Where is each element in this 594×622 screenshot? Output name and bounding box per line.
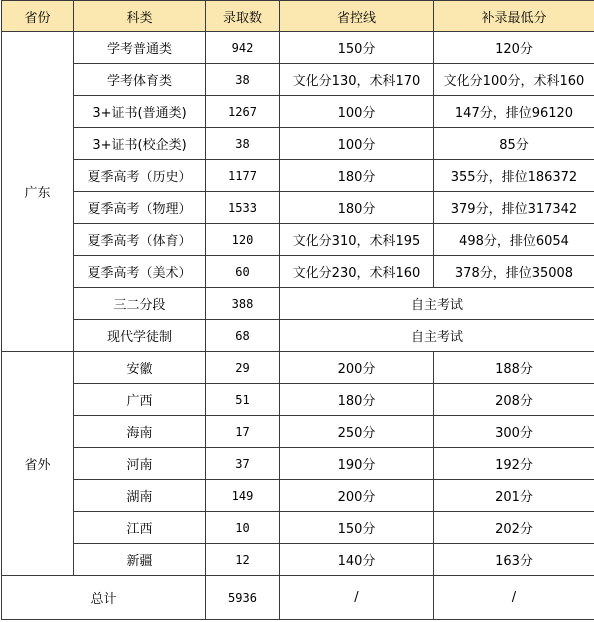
admitted-cell: 120 [206, 224, 280, 256]
category-cell: 新疆 [74, 544, 206, 576]
supplement-min-cell: 300分 [434, 416, 594, 448]
table-row [2, 352, 594, 384]
category-cell: 安徽 [74, 352, 206, 384]
category-cell: 学考普通类 [74, 32, 206, 64]
category-cell: 夏季高考（历史） [74, 160, 206, 192]
category-cell: 学考体育类 [74, 64, 206, 96]
table-row [2, 96, 594, 128]
category-cell: 江西 [74, 512, 206, 544]
total-admitted: 5936 [206, 576, 280, 620]
total-control-line: / [280, 576, 434, 620]
control-line-cell: 文化分130，术科170 [280, 64, 434, 96]
control-line-cell: 150分 [280, 512, 434, 544]
control-line-cell: 文化分310，术科195 [280, 224, 434, 256]
table-row [2, 128, 594, 160]
control-line-cell: 180分 [280, 384, 434, 416]
admitted-cell: 37 [206, 448, 280, 480]
control-line-cell: 180分 [280, 192, 434, 224]
admitted-cell: 1177 [206, 160, 280, 192]
category-cell: 夏季高考（美术） [74, 256, 206, 288]
category-cell: 广西 [74, 384, 206, 416]
admitted-cell: 10 [206, 512, 280, 544]
supplement-min-cell: 379分，排位317342 [434, 192, 594, 224]
supplement-min-cell: 120分 [434, 32, 594, 64]
table-row [2, 192, 594, 224]
table-row [2, 224, 594, 256]
admitted-cell: 388 [206, 288, 280, 320]
control-line-cell: 200分 [280, 480, 434, 512]
control-line-cell: 文化分230，术科160 [280, 256, 434, 288]
admission-table [1, 0, 594, 620]
table-row [2, 480, 594, 512]
supplement-min-cell: 201分 [434, 480, 594, 512]
self-exam-note: 自主考试 [280, 288, 594, 320]
supplement-min-cell: 147分，排位96120 [434, 96, 594, 128]
admitted-cell: 12 [206, 544, 280, 576]
control-line-cell: 190分 [280, 448, 434, 480]
supplement-min-cell: 192分 [434, 448, 594, 480]
supplement-min-cell: 498分，排位6054 [434, 224, 594, 256]
table-row [2, 32, 594, 64]
total-supplement-min: / [434, 576, 594, 620]
table-row [2, 288, 594, 320]
category-cell: 河南 [74, 448, 206, 480]
supplement-min-cell: 208分 [434, 384, 594, 416]
admitted-cell: 60 [206, 256, 280, 288]
control-line-cell: 150分 [280, 32, 434, 64]
admitted-cell: 38 [206, 64, 280, 96]
self-exam-note: 自主考试 [280, 320, 594, 352]
total-row [2, 576, 594, 620]
total-label: 总计 [2, 576, 206, 620]
header-row [2, 1, 594, 32]
table-row [2, 320, 594, 352]
category-cell: 海南 [74, 416, 206, 448]
supplement-min-cell: 85分 [434, 128, 594, 160]
category-cell: 现代学徒制 [74, 320, 206, 352]
control-line-cell: 100分 [280, 128, 434, 160]
table-row [2, 512, 594, 544]
table-row [2, 256, 594, 288]
category-cell: 夏季高考（物理） [74, 192, 206, 224]
admitted-cell: 38 [206, 128, 280, 160]
table-row [2, 64, 594, 96]
header-category: 科类 [74, 1, 206, 32]
supplement-min-cell: 202分 [434, 512, 594, 544]
table-row [2, 448, 594, 480]
control-line-cell: 250分 [280, 416, 434, 448]
category-cell: 湖南 [74, 480, 206, 512]
province-outside: 省外 [2, 352, 74, 576]
admitted-cell: 51 [206, 384, 280, 416]
header-province: 省份 [2, 1, 74, 32]
supplement-min-cell: 163分 [434, 544, 594, 576]
supplement-min-cell: 355分，排位186372 [434, 160, 594, 192]
admitted-cell: 17 [206, 416, 280, 448]
supplement-min-cell: 188分 [434, 352, 594, 384]
admitted-cell: 149 [206, 480, 280, 512]
control-line-cell: 100分 [280, 96, 434, 128]
control-line-cell: 180分 [280, 160, 434, 192]
table-row [2, 160, 594, 192]
admitted-cell: 29 [206, 352, 280, 384]
admitted-cell: 942 [206, 32, 280, 64]
table-row [2, 544, 594, 576]
header-admitted: 录取数 [206, 1, 280, 32]
category-cell: 三二分段 [74, 288, 206, 320]
table-row [2, 416, 594, 448]
header-control-line: 省控线 [280, 1, 434, 32]
category-cell: 3+证书(普通类) [74, 96, 206, 128]
header-supplement-min: 补录最低分 [434, 1, 594, 32]
admitted-cell: 1267 [206, 96, 280, 128]
category-cell: 夏季高考（体育） [74, 224, 206, 256]
admitted-cell: 68 [206, 320, 280, 352]
supplement-min-cell: 378分，排位35008 [434, 256, 594, 288]
table-row [2, 384, 594, 416]
control-line-cell: 140分 [280, 544, 434, 576]
admitted-cell: 1533 [206, 192, 280, 224]
supplement-min-cell: 文化分100分，术科160 [434, 64, 594, 96]
control-line-cell: 200分 [280, 352, 434, 384]
province-guangdong: 广东 [2, 32, 74, 352]
category-cell: 3+证书(校企类) [74, 128, 206, 160]
